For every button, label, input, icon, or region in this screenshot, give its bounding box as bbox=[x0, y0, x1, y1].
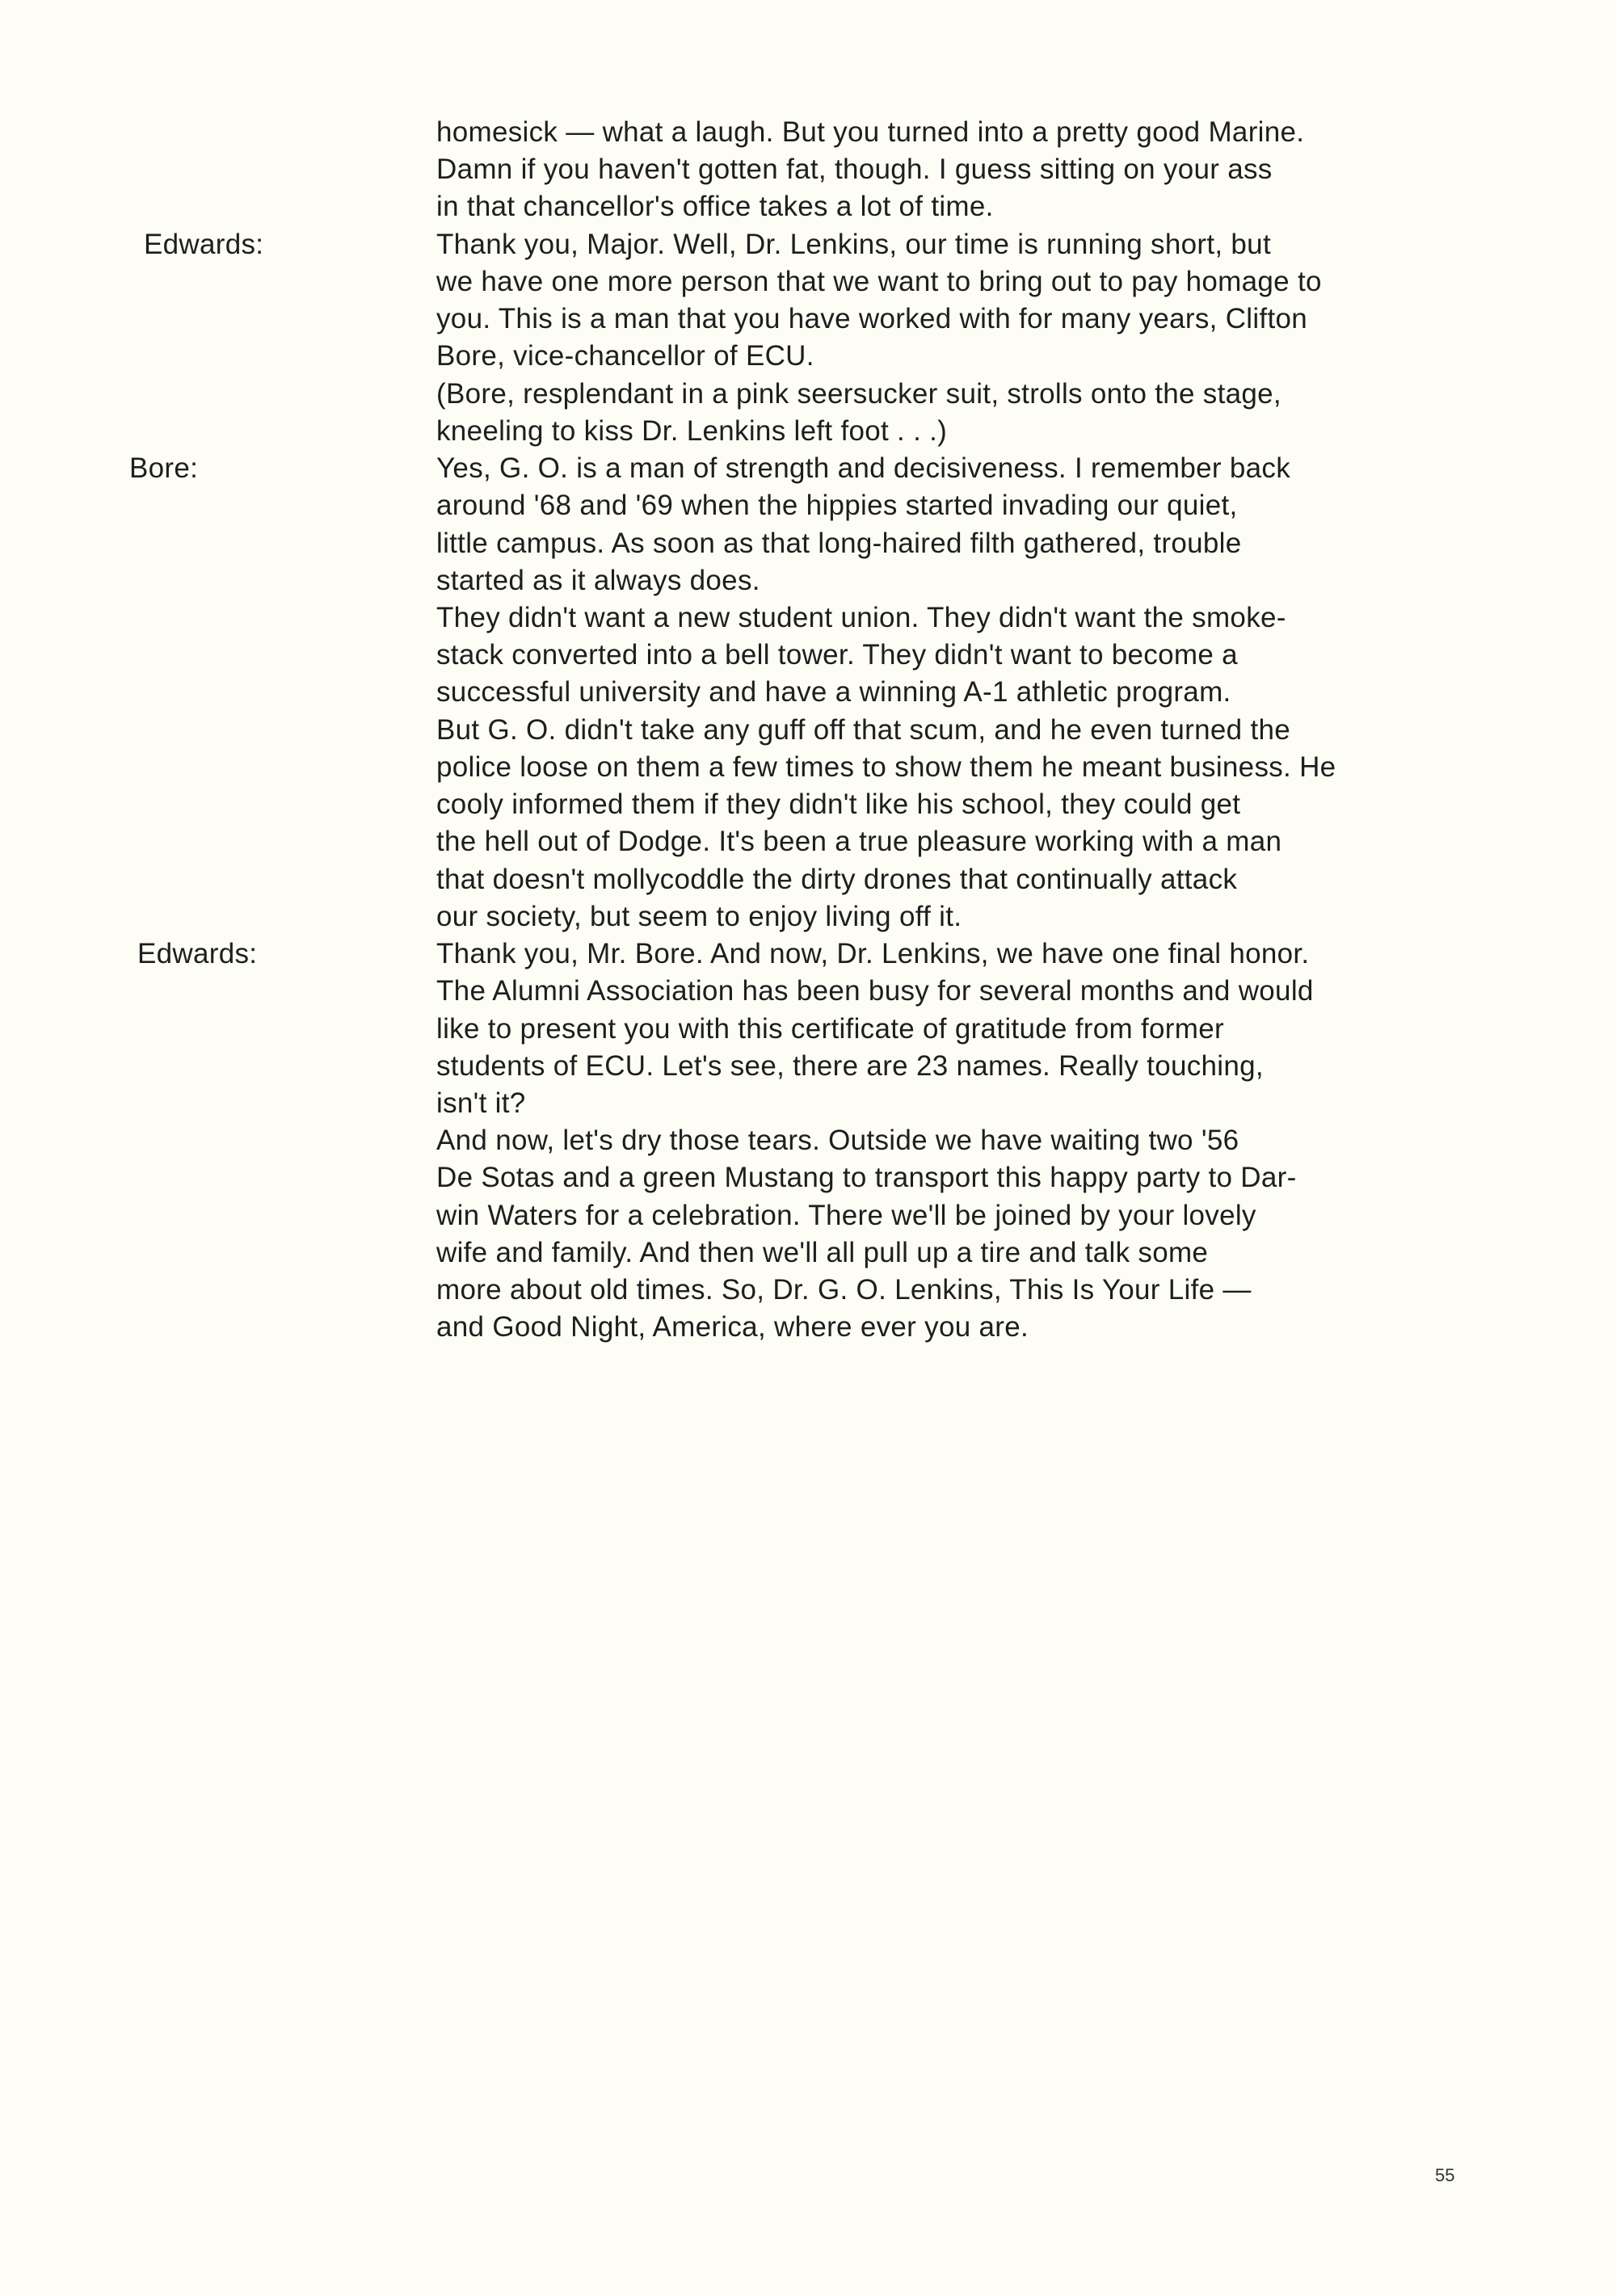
page-number: 55 bbox=[1435, 2165, 1455, 2185]
line-text: stack converted into a bell tower. They didn't want to become a bbox=[436, 639, 1238, 671]
line-text: Yes, G. O. is a man of strength and decisiveness. I remember back bbox=[436, 452, 1291, 484]
script-line bbox=[0, 1272, 1616, 1309]
script-line bbox=[0, 749, 1616, 786]
script-line bbox=[0, 637, 1616, 674]
script-line bbox=[0, 936, 1616, 973]
script-line bbox=[0, 898, 1616, 936]
script-line bbox=[0, 1309, 1616, 1346]
script-line bbox=[0, 487, 1616, 524]
script-line bbox=[0, 861, 1616, 898]
line-text: we have one more person that we want to bring out to pay homage to bbox=[436, 266, 1322, 297]
line-text: students of ECU. Let's see, there are 23 names. Really touching, bbox=[436, 1050, 1264, 1082]
script-line bbox=[0, 674, 1616, 711]
stage-direction: (Bore, resplendant in a pink seersucker suit, strolls onto the stage, bbox=[436, 378, 1281, 410]
line-text: homesick — what a laugh. But you turned into a pretty good Marine. bbox=[436, 116, 1305, 148]
line-text: win Waters for a celebration. There we'll be joined by your lovely bbox=[436, 1200, 1256, 1231]
script-line bbox=[0, 1159, 1616, 1196]
line-text: cooly informed them if they didn't like his school, they could get bbox=[436, 788, 1241, 820]
script-line bbox=[0, 114, 1616, 151]
script-line bbox=[0, 1234, 1616, 1272]
script-line bbox=[0, 151, 1616, 188]
script-line bbox=[0, 525, 1616, 562]
line-text: that doesn't mollycoddle the dirty drones that continually attack bbox=[436, 864, 1238, 895]
script-line bbox=[0, 226, 1616, 263]
line-text: you. This is a man that you have worked with for many years, Clifton bbox=[436, 303, 1308, 334]
line-text: And now, let's dry those tears. Outside we have waiting two '56 bbox=[436, 1125, 1239, 1156]
line-text: police loose on them a few times to show them he meant business. He bbox=[436, 751, 1336, 783]
script-line bbox=[0, 712, 1616, 749]
line-text: They didn't want a new student union. They didn't want the smoke- bbox=[436, 602, 1286, 633]
script-line bbox=[0, 301, 1616, 338]
line-text: our society, but seem to enjoy living off it. bbox=[436, 901, 962, 932]
script-line bbox=[0, 823, 1616, 860]
line-text: like to present you with this certificate of gratitude from former bbox=[436, 1013, 1224, 1045]
script-line bbox=[0, 376, 1616, 413]
line-text: Bore, vice-chancellor of ECU. bbox=[436, 340, 814, 372]
script-line bbox=[0, 338, 1616, 375]
line-text: more about old times. So, Dr. G. O. Lenkins, This Is Your Life — bbox=[436, 1274, 1252, 1306]
line-text: isn't it? bbox=[436, 1087, 526, 1119]
line-text: Thank you, Major. Well, Dr. Lenkins, our time is running short, but bbox=[436, 229, 1271, 260]
line-text: started as it always does. bbox=[436, 565, 760, 596]
script-line bbox=[0, 188, 1616, 225]
script-line bbox=[0, 1122, 1616, 1159]
line-text: But G. O. didn't take any guff off that scum, and he even turned the bbox=[436, 714, 1291, 746]
script-line bbox=[0, 562, 1616, 599]
line-text: successful university and have a winning A-1 athletic program. bbox=[436, 676, 1231, 708]
speaker-label-edwards: Edwards: bbox=[137, 938, 258, 969]
line-text: De Sotas and a green Mustang to transport this happy party to Dar- bbox=[436, 1162, 1297, 1193]
script-line bbox=[0, 450, 1616, 487]
line-text: in that chancellor's office takes a lot of time. bbox=[436, 191, 994, 222]
line-text: the hell out of Dodge. It's been a true pleasure working with a man bbox=[436, 826, 1282, 857]
line-text: around '68 and '69 when the hippies started invading our quiet, bbox=[436, 490, 1238, 521]
stage-direction: kneeling to kiss Dr. Lenkins left foot . . .) bbox=[436, 415, 948, 447]
script-line bbox=[0, 1197, 1616, 1234]
script-line bbox=[0, 973, 1616, 1010]
script-line bbox=[0, 263, 1616, 301]
line-text: The Alumni Association has been busy for several months and would bbox=[436, 975, 1314, 1007]
line-text: Damn if you haven't gotten fat, though. I guess sitting on your ass bbox=[436, 153, 1273, 185]
script-line bbox=[0, 599, 1616, 637]
script-line bbox=[0, 1011, 1616, 1048]
script-line bbox=[0, 786, 1616, 823]
script-line bbox=[0, 1085, 1616, 1122]
line-text: wife and family. And then we'll all pull up a tire and talk some bbox=[436, 1237, 1209, 1268]
line-text: Thank you, Mr. Bore. And now, Dr. Lenkins, we have one final honor. bbox=[436, 938, 1310, 969]
line-text: little campus. As soon as that long-haired filth gathered, trouble bbox=[436, 528, 1242, 559]
script-line bbox=[0, 413, 1616, 450]
line-text: and Good Night, America, where ever you are. bbox=[436, 1311, 1029, 1343]
speaker-label-edwards: Edwards: bbox=[144, 229, 264, 260]
script-line bbox=[0, 1048, 1616, 1085]
speaker-label-bore: Bore: bbox=[129, 452, 199, 484]
